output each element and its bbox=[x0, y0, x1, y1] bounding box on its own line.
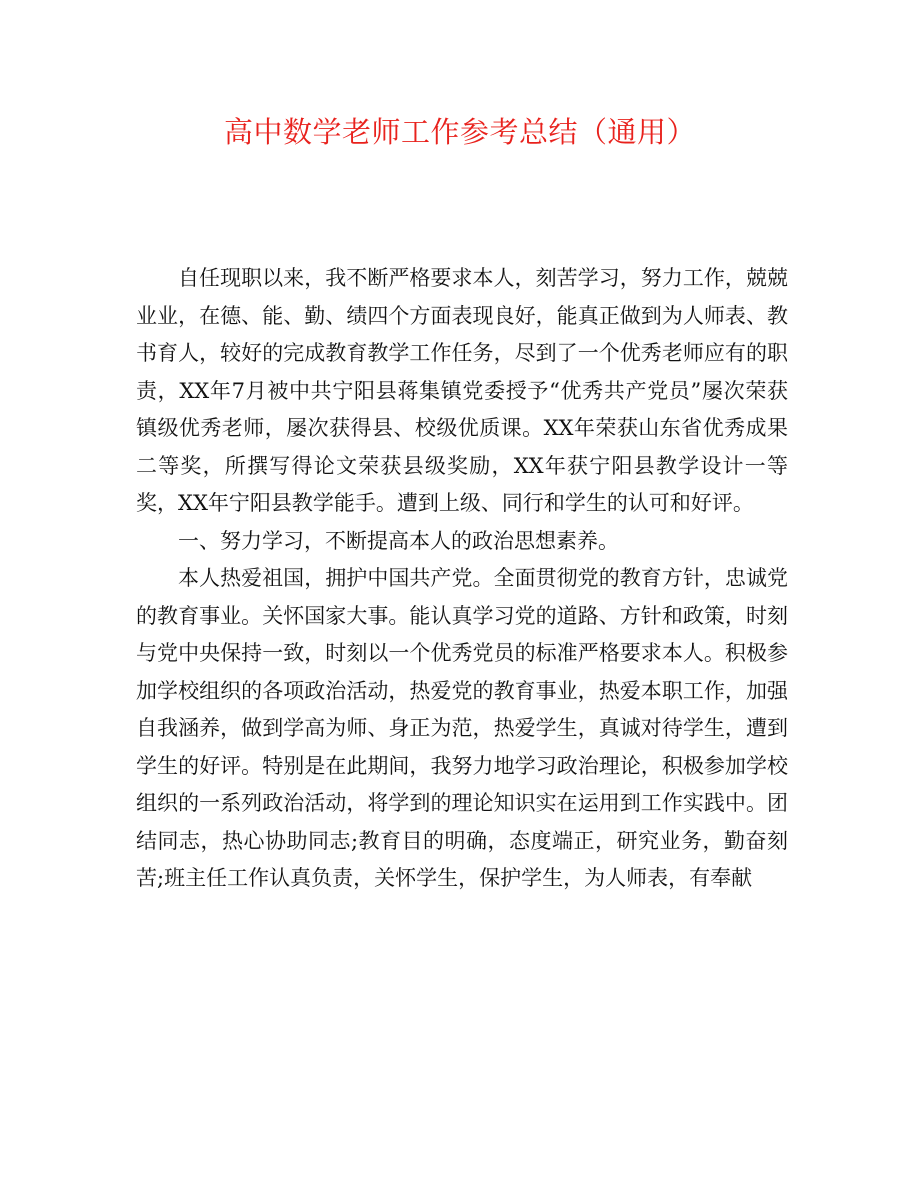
paragraph-politics: 本人热爱祖国，拥护中国共产党。全面贯彻党的教育方针，忠诚党的教育事业。关怀国家大事。能认真学习党的道路、方针和政策，时刻与党中央保持一致，时刻以一个优秀党员的标准严格要求本人。积极参加学校组织的各项政治活动，热爱党的教育事业，热爱本职工作，加强自我涵养，做到学高为师、身正为范，热爱学生，真诚对待学生，遭到学生的好评。特别是在此期间，我努力地学习政治理论，积极参加学校组织的一系列政治活动，将学到的理论知识实在运用到工作实践中。团结同志，热心协助同志;教育目的明确，态度端正，研究业务，勤奋刻苦;班主任工作认真负责，关怀学生，保护学生，为人师表，有奉献 bbox=[136, 566, 788, 890]
document-title: 高中数学老师工作参考总结（通用） bbox=[223, 115, 696, 149]
section-heading-1: 一、努力学习，不断提高本人的政治思想素养。 bbox=[178, 528, 619, 553]
document-body bbox=[136, 260, 788, 898]
paragraph-intro: 自任现职以来，我不断严格要求本人，刻苦学习，努力工作，兢兢业业，在德、能、勤、绩四个方面表现良好，能真正做到为人师表、教书育人，较好的完成教育教学工作任务，尽到了一个优秀老师应有的职责，XX年7月被中共宁阳县蒋集镇党委授予“优秀共产党员”屡次荣获镇级优秀老师，屡次获得县、校级优质课。XX年荣获山东省优秀成果二等奖，所撰写得论文荣获县级奖励，XX年获宁阳县教学设计一等奖，XX年宁阳县教学能手。遭到上级、同行和学生的认可和好评。 bbox=[136, 266, 788, 515]
